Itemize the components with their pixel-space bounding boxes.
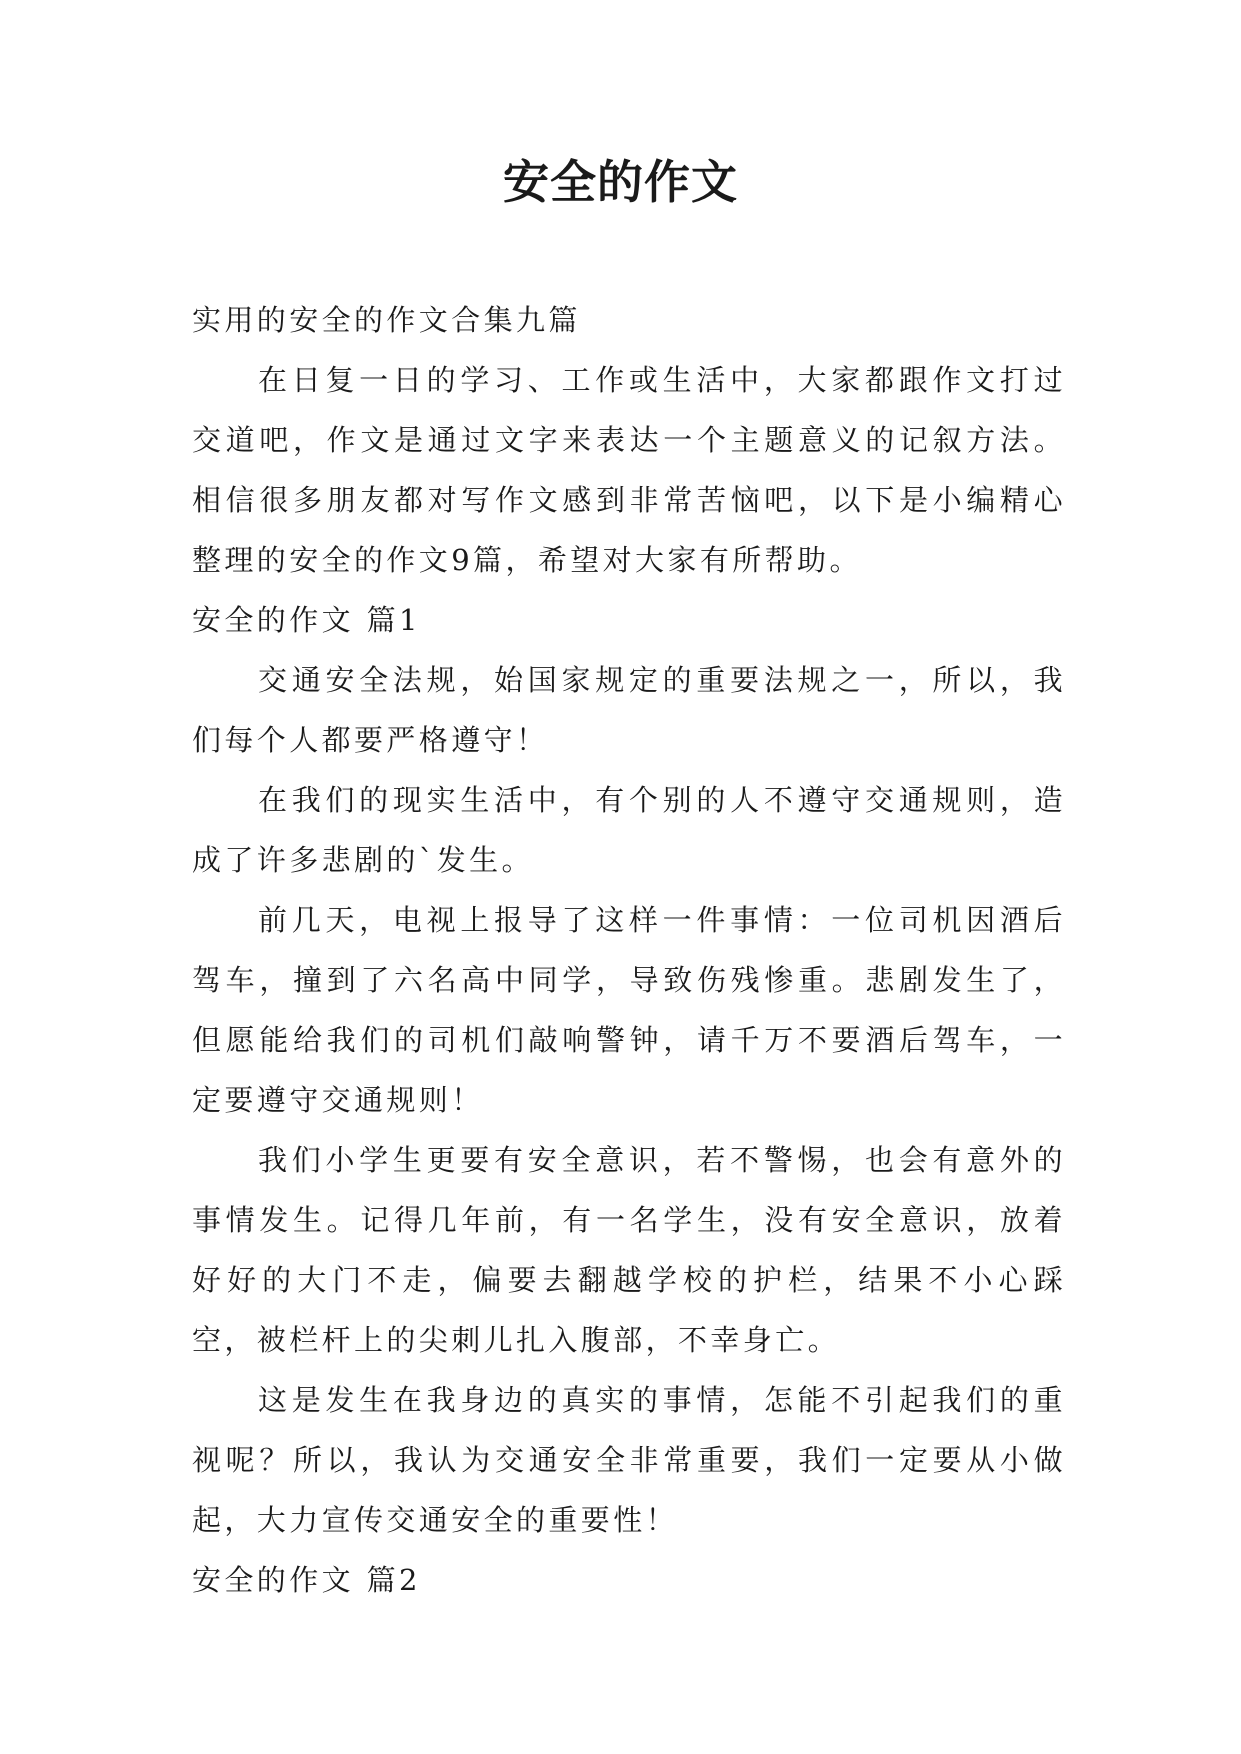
intro-heading: 实用的安全的作文合集九篇 <box>192 303 581 337</box>
section1-paragraph: 在我们的现实生活中，有个别的人不遵守交通规则，造成了许多悲剧的`发生。 <box>192 783 1066 877</box>
document-title: 安全的作文 <box>503 155 738 209</box>
section-heading-1: 安全的作文 篇1 <box>192 603 421 637</box>
document-body <box>192 290 1066 1610</box>
section1-paragraph: 前几天，电视上报导了这样一件事情：一位司机因酒后驾车，撞到了六名高中同学，导致伤残惨重。悲剧发生了，但愿能给我们的司机们敲响警钟，请千万不要酒后驾车，一定要遵守交通规则！ <box>192 903 1066 1117</box>
section1-paragraph: 这是发生在我身边的真实的事情，怎能不引起我们的重视呢？所以，我认为交通安全非常重要，我们一定要从小做起，大力宣传交通安全的重要性！ <box>192 1383 1066 1537</box>
section1-paragraph: 我们小学生更要有安全意识，若不警惕，也会有意外的事情发生。记得几年前，有一名学生，没有安全意识，放着好好的大门不走，偏要去翻越学校的护栏，结果不小心踩空，被栏杆上的尖刺儿扎入腹部，不幸身亡。 <box>192 1143 1066 1357</box>
section1-paragraph: 交通安全法规，始国家规定的重要法规之一，所以，我们每个人都要严格遵守！ <box>192 663 1066 757</box>
section-heading-2: 安全的作文 篇2 <box>192 1563 421 1597</box>
intro-paragraph: 在日复一日的学习、工作或生活中，大家都跟作文打过交道吧，作文是通过文字来表达一个主题意义的记叙方法。相信很多朋友都对写作文感到非常苦恼吧，以下是小编精心整理的安全的作文9篇，希望对大家有所帮助。 <box>192 363 1066 577</box>
